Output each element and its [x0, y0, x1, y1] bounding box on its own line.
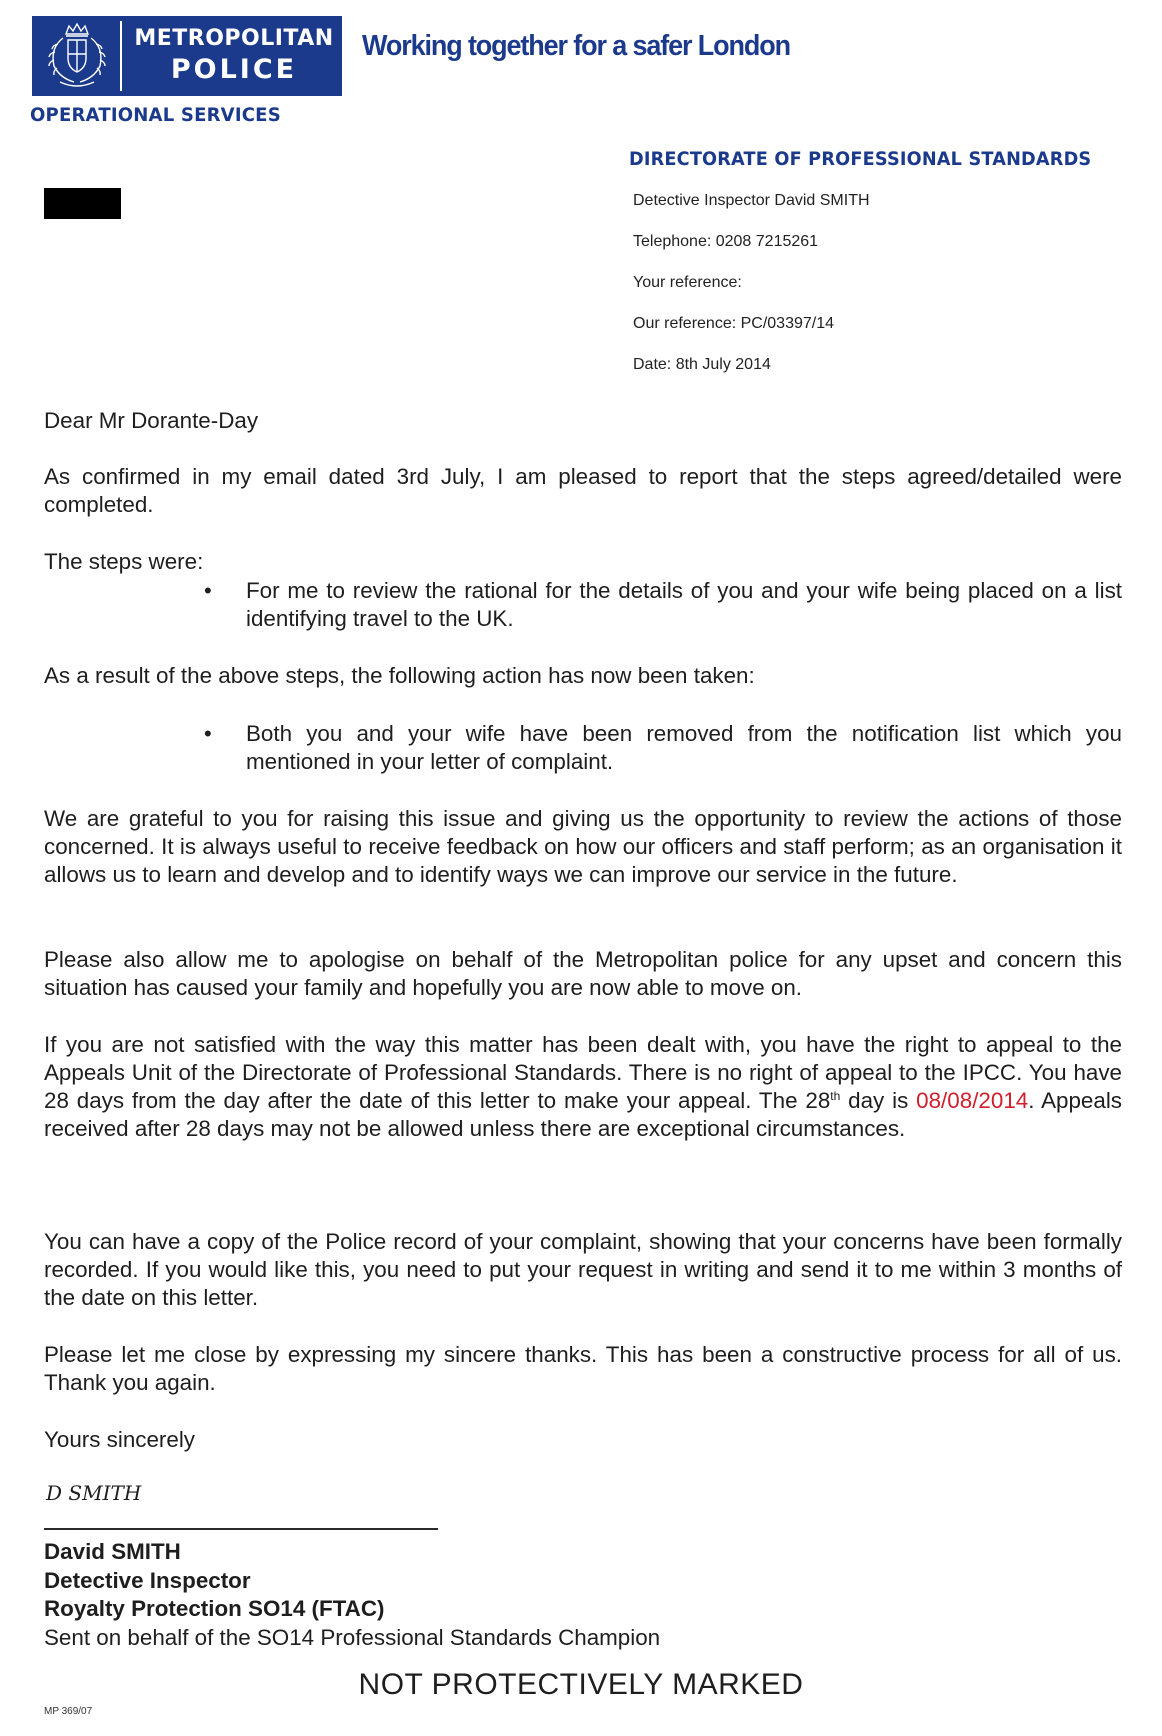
sender-details [633, 190, 870, 395]
crest-icon [38, 20, 116, 92]
officer-name: Detective Inspector David SMITH [633, 192, 870, 209]
signature-block [44, 1538, 660, 1652]
redacted-address-block [44, 188, 121, 219]
handwritten-signature [44, 1478, 164, 1508]
signatory-title: Detective Inspector [44, 1567, 251, 1593]
signatory-name: David SMITH [44, 1539, 181, 1564]
action-text: Both you and your wife have been removed from the notification list which you mentioned in your letter of complaint. [246, 721, 1122, 774]
bullet-icon: • [204, 578, 212, 603]
list-item [204, 577, 1122, 633]
step-text: For me to review the rational for the details of you and your wife being placed on a list identifying travel to the UK. [246, 578, 1122, 631]
valediction: Yours sincerely [44, 1427, 196, 1452]
list-item [204, 720, 1122, 776]
appeal-text-3: . Appeals received after 28 days may not be allowed unless there are exceptional circumstances. [44, 1088, 1122, 1141]
sent-on-behalf: Sent on behalf of the SO14 Professional Standards Champion [44, 1624, 661, 1650]
signature-line [44, 1528, 438, 1530]
paragraph-grateful: We are grateful to you for raising this issue and giving us the opportunity to review the actions of those concerned. It is always useful to receive feedback on how our officers and staff perform; as an organisation it allows us to learn and develop and to identify ways we can improve our service in the future. [44, 806, 1122, 887]
action-intro: As a result of the above steps, the following action has now been taken: [44, 663, 755, 688]
department-heading: DIRECTORATE OF PROFESSIONAL STANDARDS [629, 148, 1092, 170]
steps-intro: The steps were: [44, 549, 204, 574]
slogan: Working together for a safer London [362, 30, 790, 62]
salutation: Dear Mr Dorante-Day [44, 408, 259, 433]
division-name: OPERATIONAL SERVICES [30, 104, 281, 126]
org-name-line2: POLICE [170, 54, 298, 85]
bullet-icon: • [204, 721, 212, 746]
ordinal-suffix: th [830, 1089, 841, 1103]
appeal-text-2: day is [840, 1088, 917, 1113]
your-reference: Your reference: [633, 274, 742, 291]
org-name-line1: METROPOLITAN [134, 26, 334, 51]
paragraph-apology: Please also allow me to apologise on behalf of the Metropolitan police for any upset and concern this situation has caused your family and hopefully you are now able to move on. [44, 947, 1122, 1000]
signatory-unit: Royalty Protection SO14 (FTAC) [44, 1596, 385, 1621]
telephone: Telephone: 0208 7215261 [633, 233, 819, 250]
appeal-deadline-date: 08/08/2014 [916, 1088, 1029, 1113]
our-reference: Our reference: PC/03397/14 [633, 315, 835, 332]
paragraph-closing: Please let me close by expressing my sincere thanks. This has been a constructive process for all of us. Thank you again. [44, 1342, 1122, 1395]
met-police-logo [32, 16, 342, 96]
appeal-text-1: If you are not satisfied with the way this matter has been dealt with, you have the right to appeal to the Appeals Unit of the Directorate of Professional Standards. There is no right of appeal to the IPCC. You have 28 days from the day after the date of this letter to make your appeal. The 28 [44, 1032, 1122, 1113]
paragraph-record-copy: You can have a copy of the Police record of your complaint, showing that your concerns have been formally recorded. If you would like this, you need to put your request in writing and send it to me within 3 months of the date on this letter. [44, 1229, 1122, 1310]
form-reference: MP 369/07 [44, 1706, 93, 1717]
protective-marking: NOT PROTECTIVELY MARKED [358, 1668, 804, 1701]
paragraph-confirmation: As confirmed in my email dated 3rd July, I am pleased to report that the steps agreed/detailed were completed. [44, 464, 1122, 517]
signature-text: D SMITH [46, 1481, 142, 1505]
paragraph-appeal [44, 1031, 1122, 1143]
letter-date: Date: 8th July 2014 [633, 356, 771, 373]
